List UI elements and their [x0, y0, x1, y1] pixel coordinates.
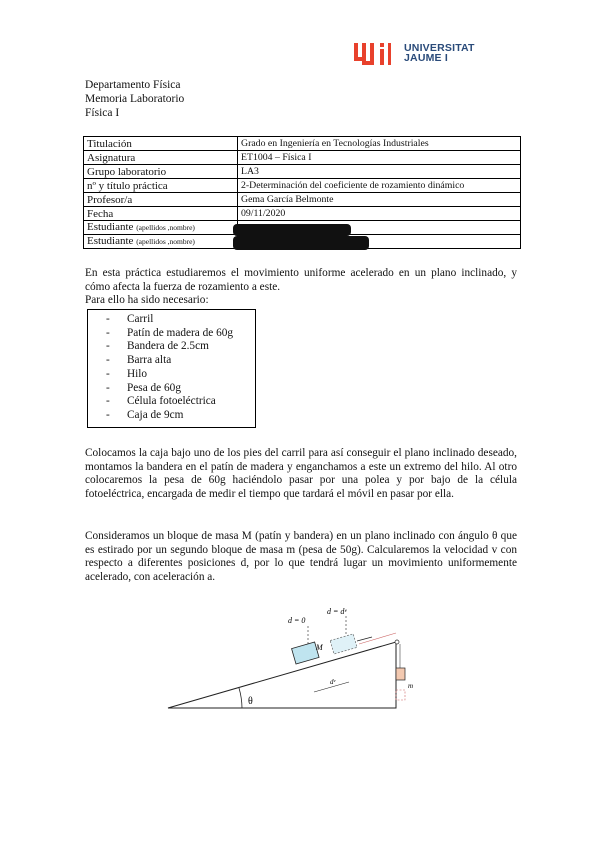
student-note: (apellidos ,nombre) [136, 237, 195, 246]
theory-paragraph: Consideramos un bloque de masa M (patín y bandera) en un plano inclinado con ángulo θ que es estirado por un segundo bloque de masa m (pesa de 50g). Calcularemos la velocidad v con respecto a diferentes posiciones d, por lo que tendrá lugar un movimiento uniformemente acelerado, con aceleración a. [85, 530, 517, 583]
table-row [84, 207, 521, 221]
d0-label: d = 0 [288, 616, 306, 625]
student-label: Estudiante [87, 221, 134, 233]
university-name-line1: UNIVERSITAT [404, 42, 475, 54]
row-label: Titulación [84, 137, 238, 151]
row-label: Profesor/a [84, 193, 238, 207]
inclined-plane-triangle [168, 642, 396, 708]
mass-M-label: M [316, 643, 323, 652]
list-item: - Célula fotoeléctrica [106, 395, 216, 408]
inclined-plane-figure [164, 598, 424, 718]
department-label: Departamento Física [85, 79, 181, 91]
uji-logo-icon [354, 43, 398, 65]
row-label: Asignatura [84, 151, 238, 165]
theta-label: θ [248, 696, 253, 707]
list-item: - Bandera de 2.5cm [106, 340, 209, 353]
hanging-mass [396, 668, 405, 680]
row-value: 09/11/2020 [238, 207, 521, 221]
list-item: - Barra alta [106, 354, 172, 367]
materials-box [87, 309, 256, 428]
row-label: Grupo laboratorio [84, 165, 238, 179]
list-item: - Hilo [106, 367, 148, 380]
row-value: 2-Determinación del coeficiente de rozamiento dinámico [238, 179, 521, 193]
table-row [84, 193, 521, 207]
redaction-bar [233, 236, 369, 250]
row-value: Gema García Belmonte [238, 193, 521, 207]
block-M-moved [330, 634, 357, 654]
report-label: Memoria Laboratorio [85, 93, 185, 105]
velocity-arrow [357, 637, 372, 641]
materials-list [88, 313, 255, 423]
student-label-2 [84, 235, 238, 249]
block-M [292, 642, 319, 664]
university-logo [354, 42, 484, 66]
procedure-paragraph: Colocamos la caja bajo uno de los pies del carril para así conseguir el plano inclinado deseado, montamos la bandera en el patín de madera y enganchamos a este un extremo del hilo. Al otro colocaremos la pesa de 60g haciéndolo pasar por una polea y por bajo de la célula fotoeléctrica, encargada de medir el tiempo que tardará el móvil en pasar por ella. [85, 447, 517, 500]
dd-label: d = dᵉ [327, 607, 347, 616]
course-label: Física I [85, 107, 120, 119]
table-row [84, 151, 521, 165]
row-value: Grado en Ingeniería en Tecnologías Industriales [238, 137, 521, 151]
hanging-mass-moved [396, 690, 405, 700]
student-label: Estudiante [87, 235, 134, 247]
needed-text: Para ello ha sido necesario: [85, 294, 209, 306]
list-item: - Patín de madera de 60g [106, 326, 234, 339]
table-row [84, 165, 521, 179]
string-line [359, 633, 396, 644]
university-name-line2: JAUME I [404, 52, 448, 64]
de-label: dᵉ [330, 678, 336, 686]
table-row [84, 179, 521, 193]
document-header [85, 78, 184, 120]
list-item: - Pesa de 60g [106, 381, 181, 394]
mass-m-label: m [408, 682, 414, 690]
student-label-1 [84, 221, 238, 235]
row-value: ET1004 – Física I [238, 151, 521, 165]
list-item: - Carril [106, 313, 154, 325]
student-note: (apellidos ,nombre) [136, 223, 195, 232]
intro-paragraph: En esta práctica estudiaremos el movimiento uniforme acelerado en un plano inclinado, y cómo afecta la fuerza de rozamiento a este. [85, 267, 517, 293]
redaction-bar [233, 224, 351, 236]
row-label: nº y título práctica [84, 179, 238, 193]
row-label: Fecha [84, 207, 238, 221]
list-item: - Caja de 9cm [106, 408, 184, 421]
row-value: LA3 [238, 165, 521, 179]
pulley-icon [395, 640, 399, 644]
table-row [84, 137, 521, 151]
angle-arc [239, 688, 242, 708]
